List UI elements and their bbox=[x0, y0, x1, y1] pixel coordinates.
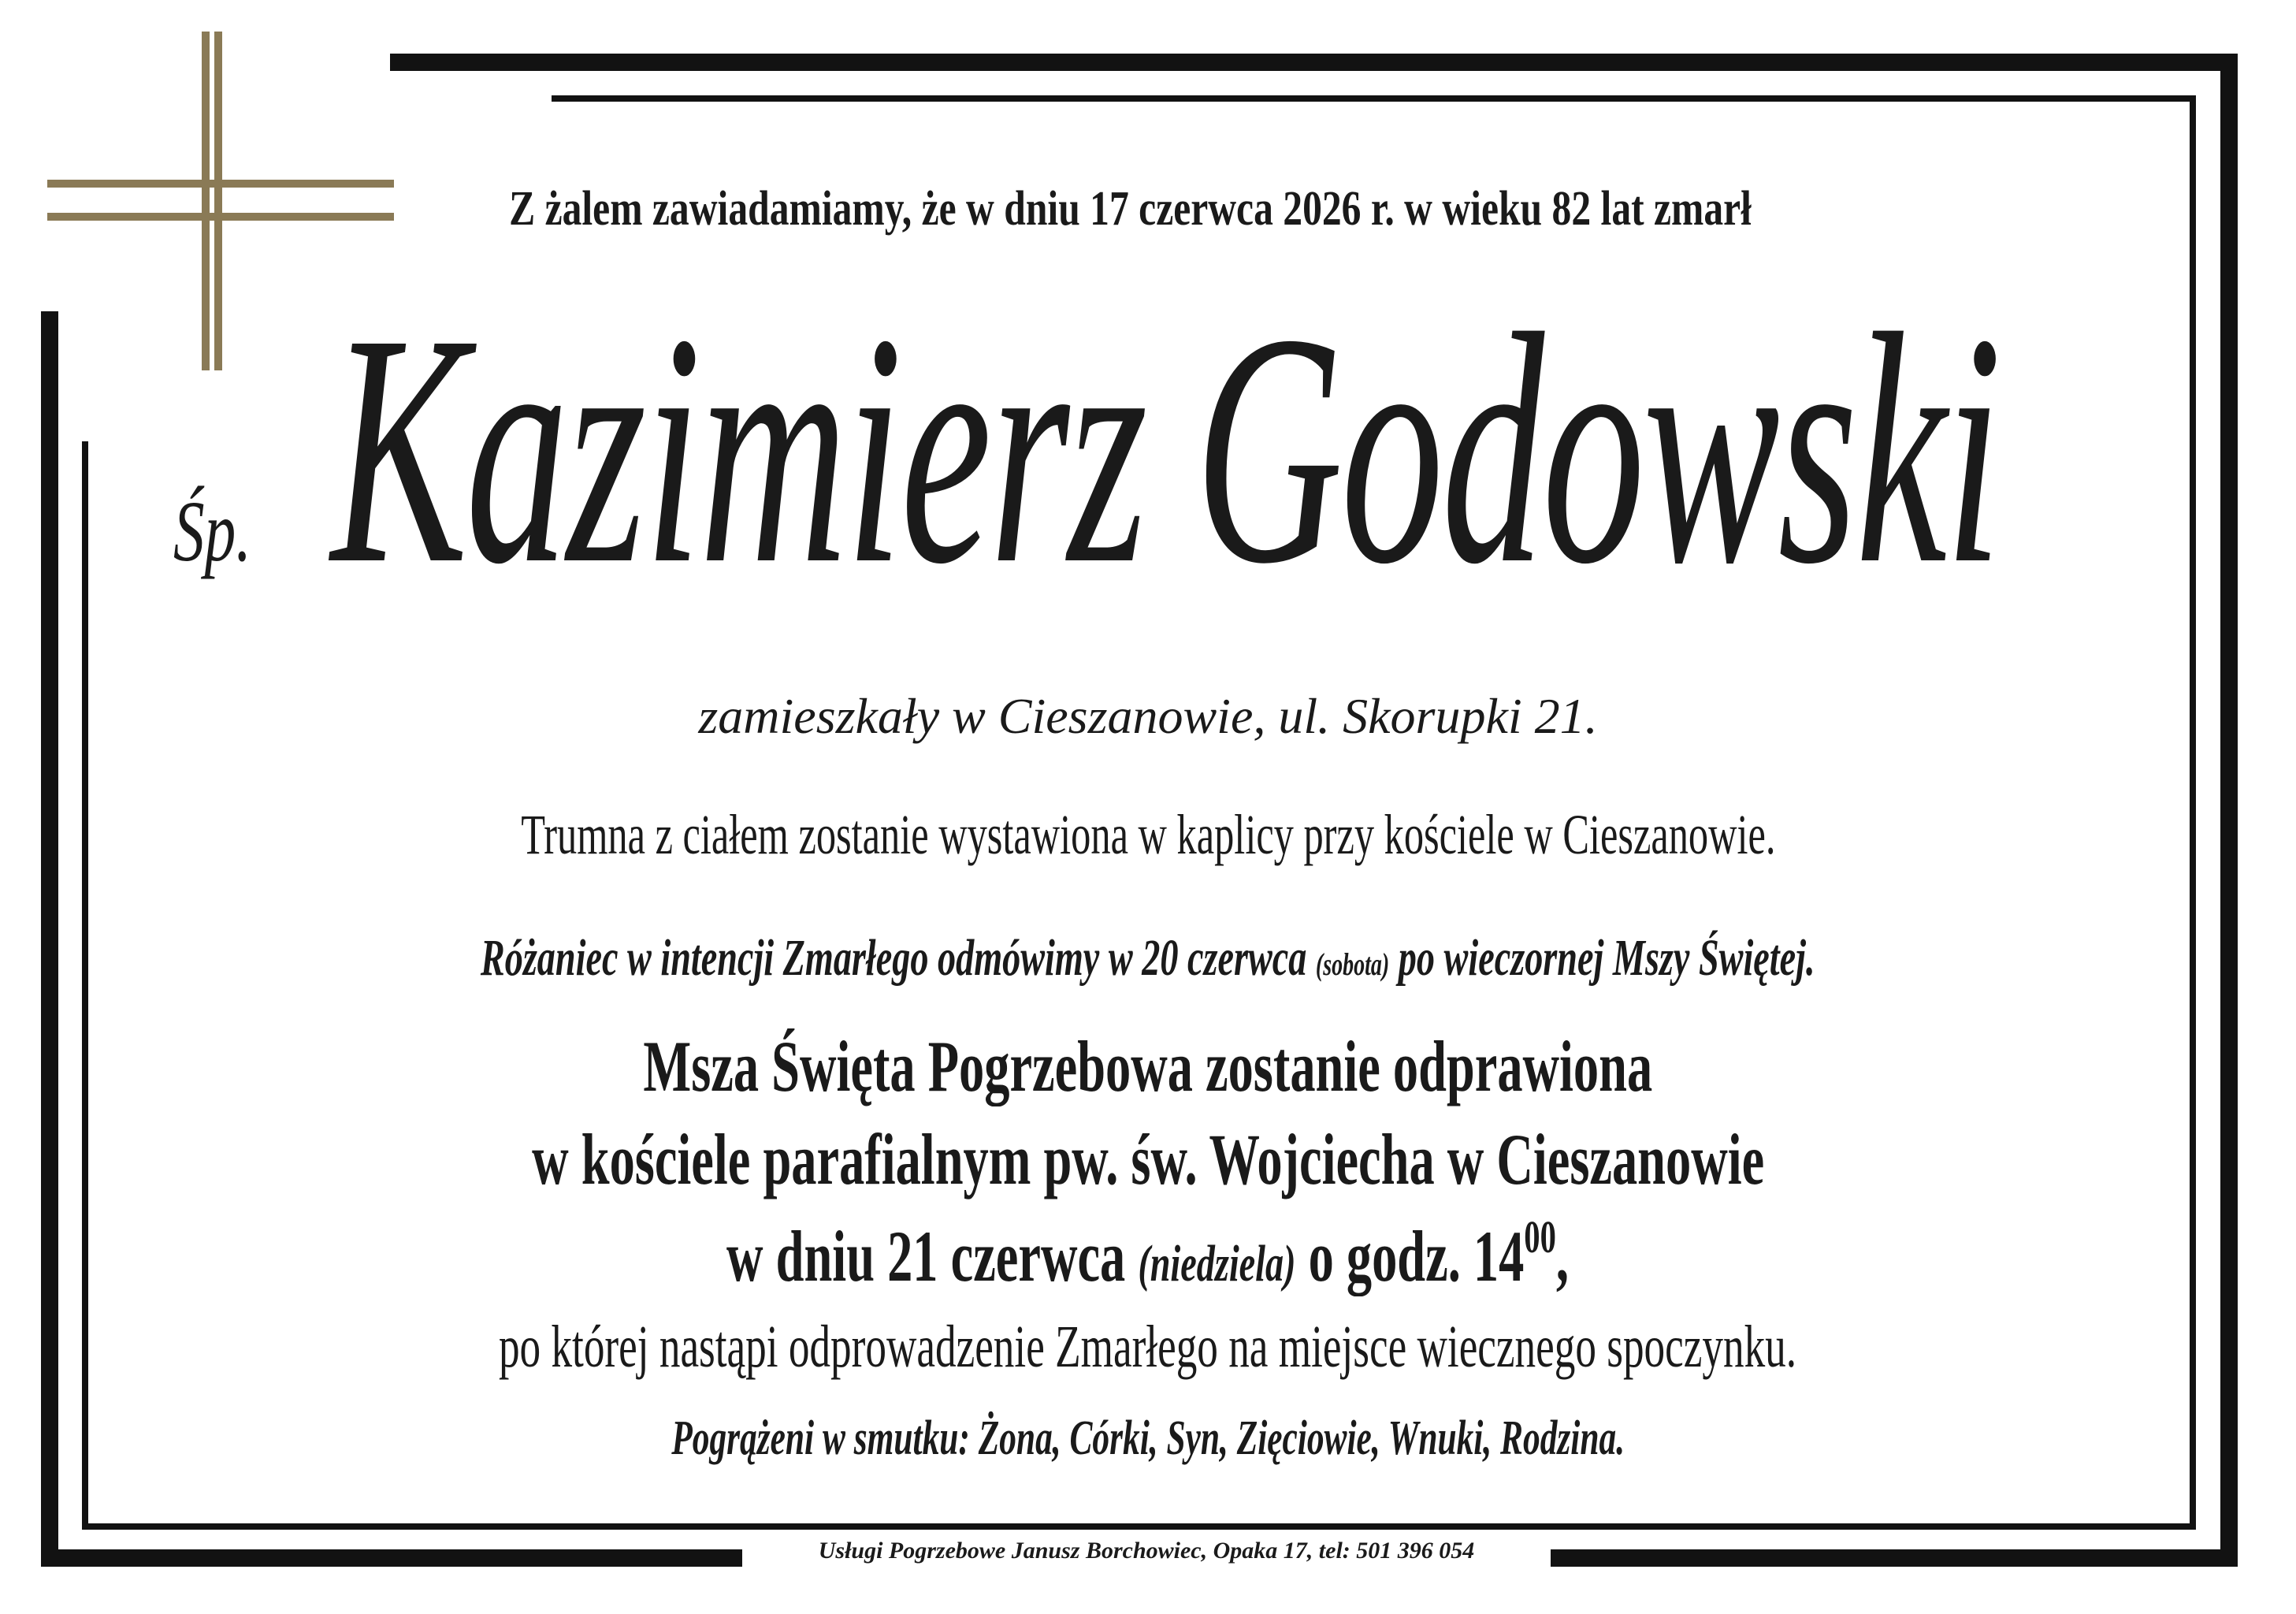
mass-day: (niedziela) bbox=[1138, 1235, 1296, 1292]
honorific: Śp. bbox=[173, 483, 251, 579]
funeral-home-footer: Usługi Pogrzebowe Janusz Borchowiec, Opaka 17, tel: 501 396 054 bbox=[818, 1538, 1475, 1564]
mass-time: o godz. 14 bbox=[1309, 1216, 1525, 1296]
mass-time-minutes: 00 bbox=[1524, 1211, 1557, 1263]
mass-date: w dniu 21 czerwca bbox=[726, 1216, 1126, 1296]
frame-bottom-bar-left bbox=[41, 1549, 742, 1567]
after-mass-text: po której nastąpi odprowadzenie Zmarłego na miejsce wiecznego spoczynku. bbox=[499, 1314, 1797, 1380]
mass-line-2: w kościele parafialnym pw. św. Wojciecha w Cieszanowie bbox=[531, 1119, 1765, 1199]
mourners-text: Pogrążeni w smutku: Żona, Córki, Syn, Zięciowie, Wnuki, Rodzina. bbox=[671, 1411, 1625, 1465]
frame-top-bar bbox=[390, 54, 2238, 71]
mass-line-1: Msza Święta Pogrzebowa zostanie odprawiona bbox=[643, 1026, 1653, 1106]
rosary-part2: po wieczornej Mszy Świętej. bbox=[1399, 929, 1815, 987]
residence-text: zamieszkały w Cieszanowie, ul. Skorupki 21. bbox=[698, 688, 1598, 744]
mass-line-3 bbox=[0, 1210, 2296, 1298]
deceased-name: Kazimierz Godowski bbox=[331, 266, 2001, 632]
mass-line-end: , bbox=[1556, 1216, 1570, 1296]
rosary-text bbox=[0, 928, 2296, 988]
deceased-name-heading bbox=[173, 266, 2159, 632]
rosary-day: (sobota) bbox=[1316, 946, 1390, 982]
rosary-part1: Różaniec w intencji Zmarłego odmówimy w 20 czerwca bbox=[481, 929, 1307, 987]
frame-inner-top bbox=[552, 95, 2196, 102]
viewing-text: Trumna z ciałem zostanie wystawiona w kaplicy przy kościele w Cieszanowie. bbox=[520, 803, 1776, 866]
frame-inner-bottom bbox=[82, 1523, 2196, 1530]
frame-bottom-bar-right bbox=[1551, 1549, 2238, 1567]
intro-text: Z żalem zawiadamiamy, że w dniu 17 czerwca 2026 r. w wieku 82 lat zmarł bbox=[509, 182, 1752, 236]
